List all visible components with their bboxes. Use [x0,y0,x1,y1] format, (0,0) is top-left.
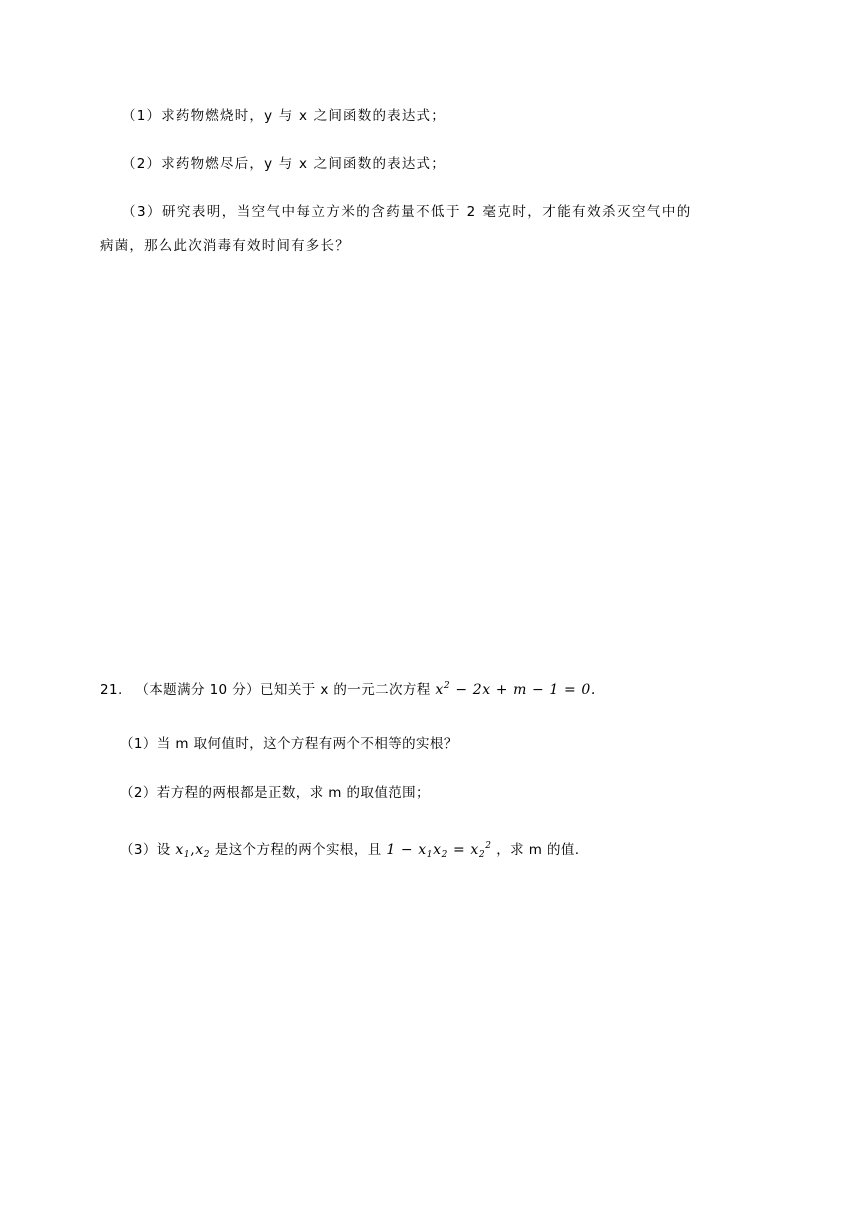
part-3-middle: 是这个方程的两个实根，且 [214,842,382,858]
question-stem-text: （本题满分 10 分）已知关于 x 的一元二次方程 [135,682,431,698]
quadratic-equation: $x^2 - 2x + m - 1 = 0$. [435,681,596,698]
question-part-3: （3）研究表明，当空气中每立方米的含药量不低于 2 毫克时，才能有效杀灭空气中的 [122,204,692,220]
question-number: 21. [100,682,123,698]
question-21-part-1: （1）当 m 取何值时，这个方程有两个不相等的实根？ [120,736,458,752]
question-21-stem [100,681,596,699]
part-3-suffix: ，求 m 的值. [496,842,580,858]
question-part-1: （1）求药物燃烧时，y 与 x 之间函数的表达式； [122,108,446,124]
question-part-2: （2）求药物燃尽后，y 与 x 之间函数的表达式； [122,156,446,172]
question-21-part-2: （2）若方程的两根都是正数，求 m 的取值范围； [120,785,430,801]
part-3-prefix: （3）设 [120,842,171,858]
question-21-part-3 [120,841,579,859]
roots-notation: $x_1,x_2$ [175,842,211,860]
question-part-3-continued: 病菌，那么此次消毒有效时间有多长？ [100,238,350,254]
root-condition: $1 - x_1x_2 = x_2^2$ [386,841,492,860]
